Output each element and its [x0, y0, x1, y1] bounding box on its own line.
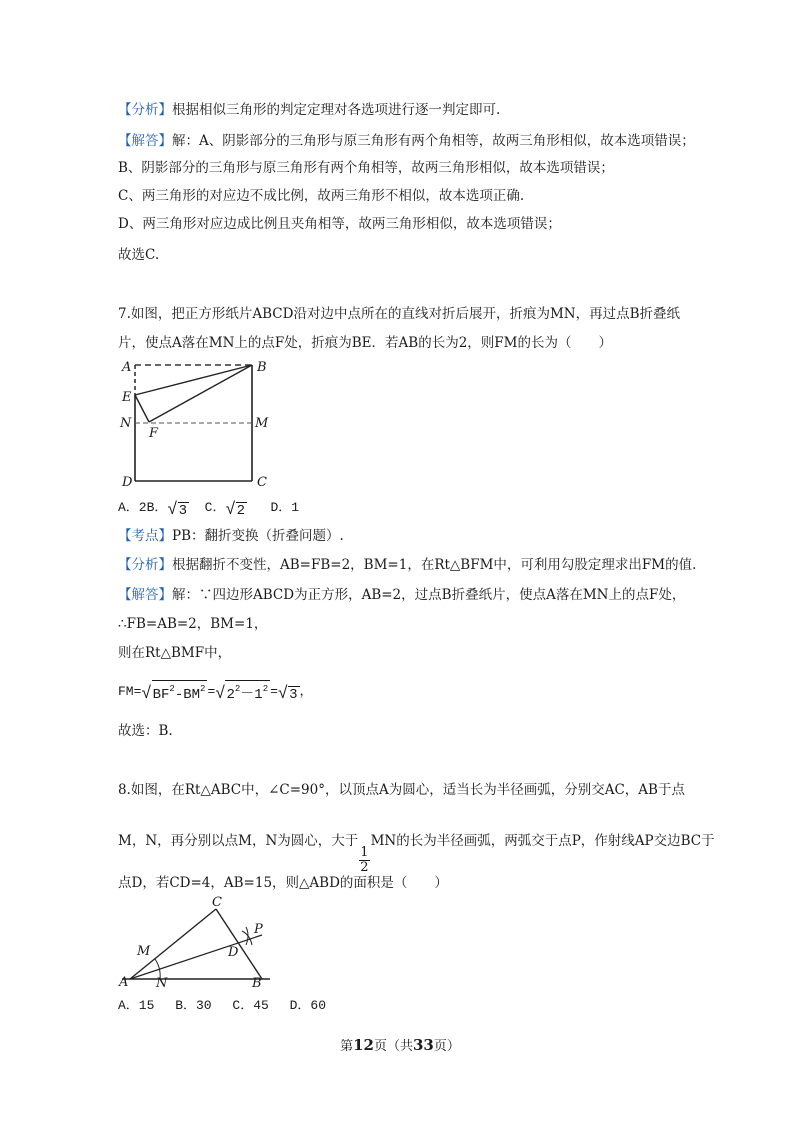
label-N: N [120, 416, 132, 431]
q6-answer: 故选C. [118, 247, 160, 263]
analysis-tag: 【分析】 [118, 102, 172, 118]
label-M: M [255, 416, 269, 431]
label-B: B [257, 360, 267, 375]
q6-line-d: D、两三角形对应边成比例且夹角相等，故两三角形相似，故本选项错误； [118, 216, 561, 232]
q6-line-c: C、两三角形的对应边不成比例，故两三角形不相似，故本选项正确. [118, 188, 525, 204]
q7-point-line [118, 526, 344, 546]
label-C: C [257, 475, 267, 490]
q7-option-c: C． [204, 500, 226, 515]
q7-stem-2: 片，使点A落在MN上的点F处，折痕为BE．若AB的长为2，则FM的长为（ ） [118, 335, 612, 351]
fraction-half: $\frac{1}{2}$ [360, 845, 369, 875]
label-B: B [252, 976, 262, 990]
label-M: M [137, 944, 151, 959]
q8-stem-1: 8.如图，在Rt△ABC中，∠C=90°，以顶点A为圆心，适当长为半径画弧，分别交AC，AB于点 [118, 782, 685, 798]
q7-analysis-line [118, 555, 696, 575]
page-number: 12 [353, 1036, 374, 1054]
label-E: E [122, 390, 132, 405]
label-A: A [122, 360, 132, 375]
analysis-tag: 【分析】 [118, 557, 172, 573]
q7-option-a: A．2 [118, 500, 147, 515]
q7-formula: FM= √ $BF^2-BM^2$ = √ $2^2-1^2$ = √ 3 ， [118, 680, 313, 704]
q7-stem-1: 7.如图，把正方形纸片ABCD沿对边中点所在的直线对折后展开，折痕为MN，再过点B折叠纸 [118, 306, 681, 322]
q6-analysis-line [118, 100, 500, 120]
label-P: P [254, 922, 263, 937]
sqrt-2: √ 2 [225, 501, 246, 520]
q7-line-2: ∴FB=AB=2，BM=1， [118, 616, 268, 632]
q7-solution-line [118, 585, 685, 605]
q8-triangle-figure [112, 895, 302, 990]
q7-option-b: B． [146, 500, 168, 515]
page-total: 33 [413, 1036, 434, 1054]
q8-options: A．15 B．30 C．45 D．60 [118, 998, 327, 1013]
label-F: F [149, 426, 159, 441]
q6-solution-line [118, 131, 695, 151]
point-tag: 【考点】 [118, 528, 172, 544]
label-C: C [212, 895, 222, 910]
q7-analysis: 根据翻折不变性，AB=FB=2，BM=1，在Rt△BFM中，可利用勾股定理求出FM的值. [172, 557, 697, 573]
q7-options [118, 498, 299, 520]
q7-square-figure [112, 355, 272, 490]
q7-option-d: D．1 [270, 500, 300, 515]
label-N: N [156, 976, 168, 990]
solution-tag: 【解答】 [118, 587, 172, 603]
q6-line-b: B、阴影部分的三角形与原三角形有两个角相等，故两三角形相似，故本选项错误； [118, 160, 614, 176]
q7-answer: 故选：B. [118, 723, 173, 739]
label-D: D [122, 475, 133, 490]
q7-line-3: 则在Rt△BMF中， [118, 645, 232, 661]
q6-analysis: 根据相似三角形的判定定理对各选项进行逐一判定即可. [172, 102, 501, 118]
q7-solution: 解：∵四边形ABCD为正方形，AB=2，过点B折叠纸片，使点A落在MN上的点F处， [172, 587, 686, 603]
label-D: D [228, 945, 239, 960]
sqrt-3: √ 3 [167, 501, 188, 520]
solution-tag: 【解答】 [118, 133, 172, 149]
page-footer: 第12页（共33页） [340, 1036, 460, 1054]
q8-stem-2: M，N，再分别以点M，N为圆心，大于 $\frac{1}{2}$ MN的长为半径画弧，两弧交于点P，作射线AP交边BC于 [118, 833, 715, 875]
label-A: A [119, 975, 129, 990]
q6-solution: 解：A、阴影部分的三角形与原三角形有两个角相等，故两三角形相似，故本选项错误； [172, 133, 695, 149]
q8-stem-3: 点D，若CD=4，AB=15，则△ABD的面积是（ ） [118, 875, 448, 891]
q7-point: PB：翻折变换（折叠问题）. [172, 528, 344, 544]
